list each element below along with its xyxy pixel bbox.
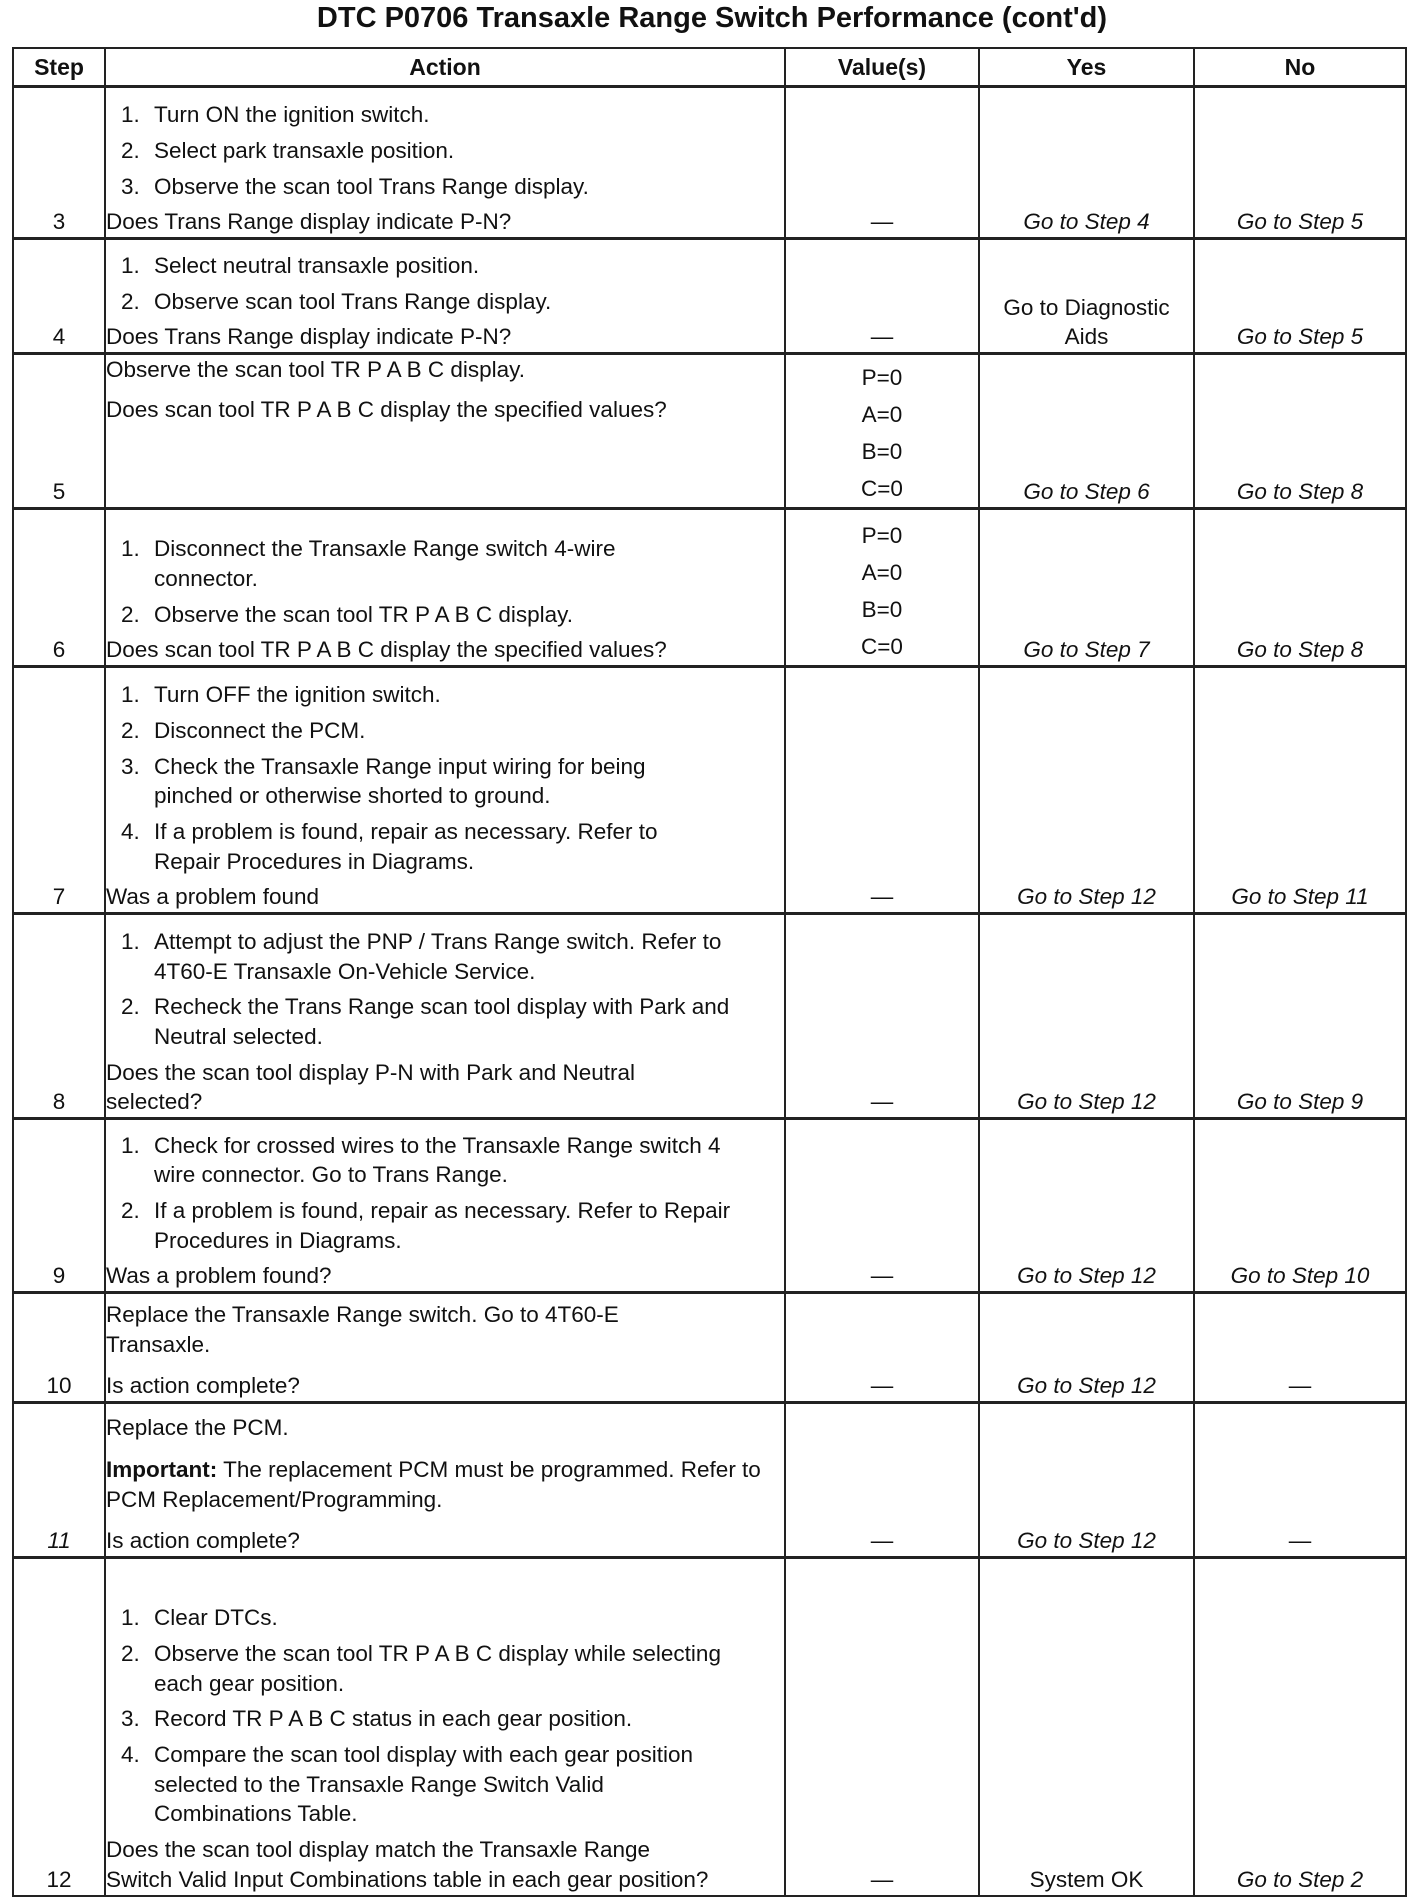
action-question: Does Trans Range display indicate P-N? (106, 209, 512, 235)
step-number: 4 (13, 239, 105, 354)
header-no: No (1194, 48, 1406, 87)
header-action: Action (105, 48, 785, 87)
step-number: 5 (13, 354, 105, 509)
step-number: 11 (13, 1403, 105, 1558)
action-item: 2. Select park transaxle position. (146, 136, 784, 166)
action-item: 2. Observe scan tool Trans Range display. (146, 287, 784, 317)
no-cell: — (1194, 1293, 1406, 1403)
value-cell: — (785, 914, 979, 1119)
action-item: 2. Observe the scan tool TR P A B C display. (146, 600, 714, 630)
diagnostic-table (12, 47, 1407, 1897)
action-cell (105, 239, 785, 354)
action-cell (105, 1403, 785, 1558)
value-cell: — (785, 1119, 979, 1293)
yes-cell: Go to Step 7 (979, 509, 1194, 667)
header-values: Value(s) (785, 48, 979, 87)
important-note (106, 1455, 784, 1514)
yes-cell: Go to Step 4 (979, 87, 1194, 239)
action-item: 2. Recheck the Trans Range scan tool display with Park and Neutral selected. (146, 992, 734, 1051)
value-cell: — (785, 87, 979, 239)
action-item: 1. Attempt to adjust the PNP / Trans Range switch. Refer to 4T60-E Transaxle On-Vehicle Service. (146, 927, 734, 986)
value-item: A=0 (861, 560, 903, 585)
action-cell (105, 667, 785, 914)
action-cell (105, 1558, 785, 1896)
yes-cell: Go to Step 6 (979, 354, 1194, 509)
action-question: Does scan tool TR P A B C display the specified values? (106, 396, 667, 422)
value-item: P=0 (861, 365, 903, 390)
table-row (13, 1403, 1406, 1558)
value-item: C=0 (861, 634, 903, 659)
yes-cell: Go to Step 12 (979, 1403, 1194, 1558)
no-cell: Go to Step 8 (1194, 509, 1406, 667)
value-item: B=0 (861, 439, 903, 464)
action-item: 1. Check for crossed wires to the Transaxle Range switch 4 wire connector. Go to Trans Range. (146, 1131, 734, 1190)
action-question: Does scan tool TR P A B C display the specified values? (106, 637, 667, 663)
value-item: C=0 (861, 476, 903, 501)
table-row (13, 1119, 1406, 1293)
action-cell (105, 1119, 785, 1293)
action-item: 1. Turn ON the ignition switch. (146, 100, 784, 130)
header-row (13, 48, 1406, 87)
action-question: Was a problem found? (106, 1263, 332, 1289)
action-cell (105, 1293, 785, 1403)
table-row (13, 509, 1406, 667)
action-item: 1. Disconnect the Transaxle Range switch 4-wire connector. (146, 534, 714, 593)
header-step: Step (13, 48, 105, 87)
yes-cell: System OK (979, 1558, 1194, 1896)
action-text: Replace the PCM. (106, 1415, 289, 1441)
action-question: Is action complete? (106, 1373, 300, 1399)
header-yes: Yes (979, 48, 1194, 87)
action-item: 1. Turn OFF the ignition switch. (146, 680, 724, 710)
step-number: 7 (13, 667, 105, 914)
action-item: 3. Check the Transaxle Range input wiring for being pinched or otherwise shorted to ground. (146, 752, 724, 811)
no-cell: Go to Step 10 (1194, 1119, 1406, 1293)
table-row (13, 667, 1406, 914)
value-cell (785, 509, 979, 667)
yes-cell: Go to Step 12 (979, 914, 1194, 1119)
table-row (13, 914, 1406, 1119)
page-title: DTC P0706 Transaxle Range Switch Performance (cont'd) (316, 2, 1108, 34)
yes-cell: Go to Step 12 (979, 667, 1194, 914)
important-label: Important: (106, 1456, 218, 1482)
important-text: The replacement PCM must be programmed. Refer to PCM Replacement/Programming. (106, 1456, 761, 1512)
no-cell: Go to Step 5 (1194, 239, 1406, 354)
action-cell (105, 914, 785, 1119)
yes-cell: Go to Step 12 (979, 1293, 1194, 1403)
action-item: 2. Disconnect the PCM. (146, 716, 724, 746)
action-item: 3. Observe the scan tool Trans Range display. (146, 172, 784, 202)
table-row (13, 1558, 1406, 1896)
action-cell (105, 87, 785, 239)
yes-cell: Go to Step 12 (979, 1119, 1194, 1293)
value-item: A=0 (861, 402, 903, 427)
action-item: 4. If a problem is found, repair as necessary. Refer to Repair Procedures in Diagrams. (146, 817, 724, 876)
action-question: Is action complete? (106, 1528, 300, 1554)
action-item: 4. Compare the scan tool display with each gear position selected to the Transaxle Range Switch Valid Combinations Table. (146, 1740, 724, 1829)
table-row (13, 1293, 1406, 1403)
no-cell: — (1194, 1403, 1406, 1558)
action-text: Observe the scan tool TR P A B C display. (106, 357, 525, 382)
no-cell: Go to Step 2 (1194, 1558, 1406, 1896)
value-cell: — (785, 667, 979, 914)
action-cell (105, 354, 785, 509)
step-number: 9 (13, 1119, 105, 1293)
value-cell: — (785, 239, 979, 354)
table-row (13, 354, 1406, 509)
value-cell: — (785, 1403, 979, 1558)
action-item: 2. Observe the scan tool TR P A B C display while selecting each gear position. (146, 1639, 724, 1698)
table-row (13, 87, 1406, 239)
step-number: 6 (13, 509, 105, 667)
value-item: P=0 (861, 523, 903, 548)
step-number: 12 (13, 1558, 105, 1896)
step-number: 8 (13, 914, 105, 1119)
value-cell: — (785, 1293, 979, 1403)
action-question: Was a problem found (106, 884, 320, 910)
no-cell: Go to Step 11 (1194, 667, 1406, 914)
action-cell (105, 509, 785, 667)
action-text: Replace the Transaxle Range switch. Go to 4T60-E Transaxle. (106, 1301, 619, 1357)
action-item: 2. If a problem is found, repair as necessary. Refer to Repair Procedures in Diagrams. (146, 1196, 734, 1255)
action-question: Does the scan tool display match the Transaxle Range Switch Valid Input Combinations table in each gear position? (106, 1837, 709, 1892)
yes-cell: Go to Diagnostic Aids (979, 239, 1194, 354)
action-item: 1. Clear DTCs. (146, 1603, 724, 1633)
action-question: Does Trans Range display indicate P-N? (106, 324, 512, 350)
table-row (13, 239, 1406, 354)
step-number: 3 (13, 87, 105, 239)
action-item: 3. Record TR P A B C status in each gear position. (146, 1704, 724, 1734)
value-item: B=0 (861, 597, 903, 622)
value-cell: — (785, 1558, 979, 1896)
value-cell (785, 354, 979, 509)
no-cell: Go to Step 9 (1194, 914, 1406, 1119)
action-item: 1. Select neutral transaxle position. (146, 251, 784, 281)
step-number: 10 (13, 1293, 105, 1403)
no-cell: Go to Step 5 (1194, 87, 1406, 239)
action-question: Does the scan tool display P-N with Park and Neutral selected? (106, 1059, 636, 1115)
no-cell: Go to Step 8 (1194, 354, 1406, 509)
